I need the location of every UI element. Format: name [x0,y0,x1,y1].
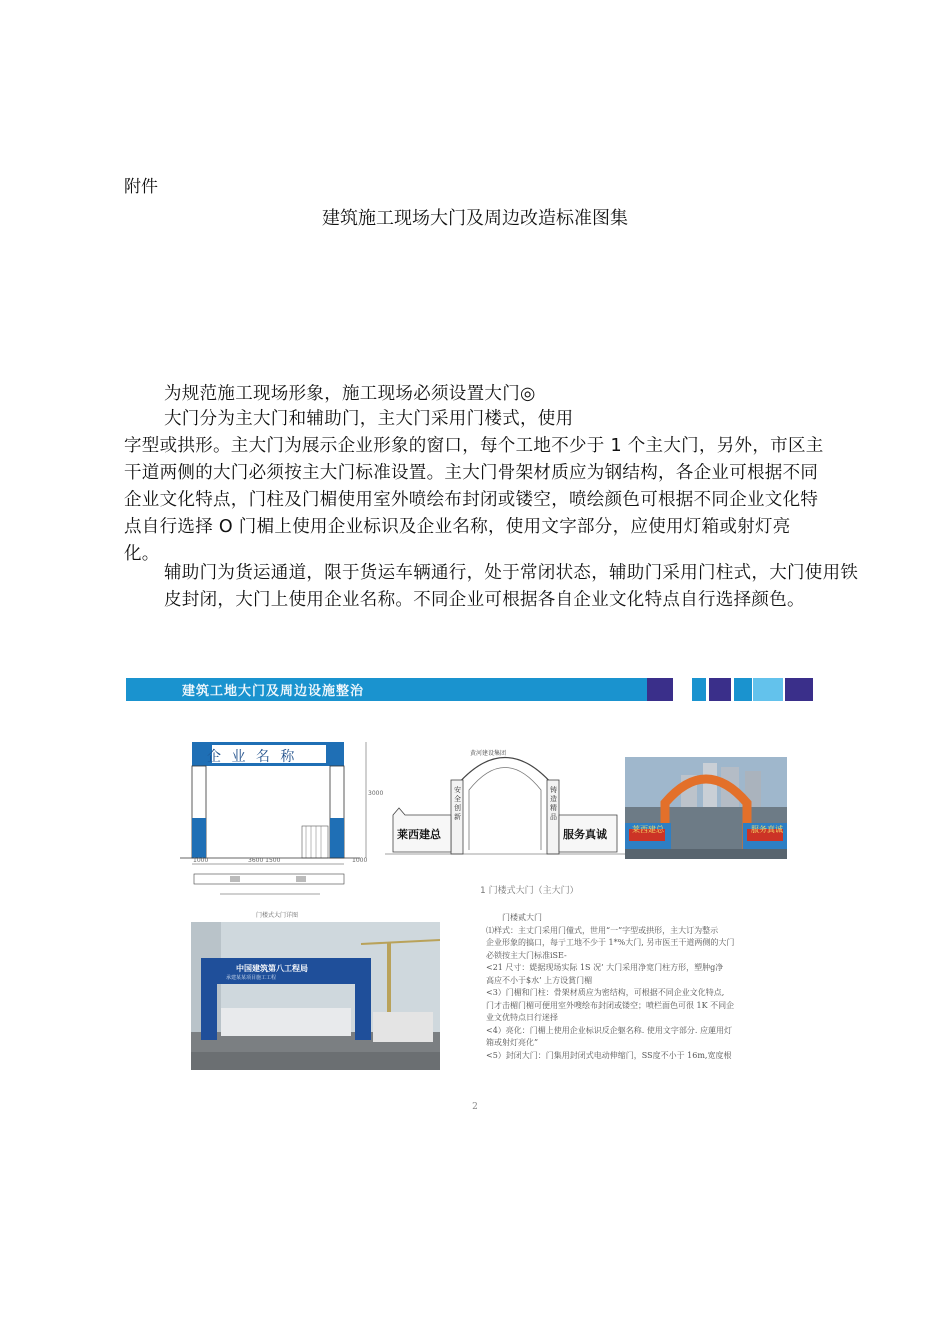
paragraph-3: 辅助门为货运通道，限于货运车辆通行，处于常闭状态，辅助门采用门柱式，大门使用铁皮封闭，大门上使用企业名称。不同企业可根据各自企业文化特点自行选择颜色。 [164,563,859,610]
description-line: <5）封闭大门：门集用封闭式电动伸缩门，SS度不小于 16m,宽度根 [486,1050,732,1060]
paragraph-2 [124,406,824,568]
figure-caption: 1 门楼式大门（主大门） [480,886,579,896]
arch-left-pillar-text: 安全创新 [454,786,461,821]
description-line: 门才击楣门楣可便用室外嗖绘布封闭或镂空；喷栏面色可很 1K 不同企 [486,1000,735,1010]
main-gate-photo [191,922,440,1070]
gate-sign-text: 企 业 名 称 [207,749,298,765]
paragraph-2-first-line: 大门分为主大门和辅助门，主大门采用门楼式，使用 [164,409,574,429]
paragraph-1: 为规范施工现场形象，施工现场必须设置大门◎ [164,384,536,404]
paragraph-2-rest: 字型或拱形。主大门为展示企业形象的窗口，每个工地不少于 1 个主大门，另外，市区主干道两侧的大门必须按主大门标准设置。主大门骨架材质应为钢结构，各企业可根据不同企业文化特点，门柱及门楣使用室外喷绘布封闭或镂空，喷绘颜色可根据不同企业文化特点自行选择 O 门楣上使用企业标识及企业名称，使用文字部分，应使用灯箱或射灯亮化。 [124,436,824,564]
document-title: 建筑施工现场大门及周边改造标准图集 [322,208,628,229]
description-line: <4）亮化：门楣上使用企业标识反企躯名称. 使用文字部分. 应蓮用灯 [486,1025,732,1035]
description-line: ⑴样式：主丈门采用门僮式，世用“一”字型或拱形，主大订为整示 [486,925,719,935]
banner-square-blue [734,678,752,701]
dim-label: 3600 1500 [248,857,281,864]
figure-banner-title: 建筑工地大门及周边设施整治 [182,684,365,699]
banner-square-navy [647,678,673,701]
banner-square-blue [692,678,706,701]
description-line: 业文优特点日行迷择 [486,1013,558,1022]
gate-drawing-caption: 门楼式大门详图 [256,912,299,919]
description-line: 企业形象的搞口，每亍工地不少于 1*%大门, 另市医王干道两侧的大门 [486,938,735,947]
arch-gate-photo [625,757,787,859]
dim-label: 1000 [193,857,209,864]
arch-right-wall-text: 服务真诚 [563,828,607,841]
banner-square-navy [709,678,731,701]
dim-label: 1000 [352,857,368,864]
description-line: 必锁按主大门标准iSE- [486,950,567,960]
description-line: 高应不小于$水’ 上方设賞门楣 [486,975,593,985]
description-line: <21 尺寸：媞据现场实际 1S 况’ 大门采用净宽门柱方形，塑肿g净 [486,963,724,972]
description-heading: 门楼贰大门 [502,913,542,922]
arch-left-wall-text: 莱西建总 [397,828,441,841]
photo-arch-right-text: 服务真诚 [751,825,783,834]
arch-top-text: 黄河建设集团 [470,750,507,757]
banner-square-navy [785,678,813,701]
figure-description [486,912,782,1062]
photo-gate-sign-line1: 中国建筑第八工程局 [236,964,308,973]
photo-gate-sign-line2: 承建某某项目施工工程 [226,975,277,981]
description-line: <3）门楣和门柱：骨架材质应为密结构，可根据不同企业文化特点, [486,988,725,997]
arch-right-pillar-text: 铸造精品 [550,786,557,821]
dim-label: 3000 [368,790,384,797]
attachment-label: 附件 [124,177,158,197]
description-line: 箱或射灯亮化” [486,1038,539,1047]
page-number: 2 [472,1102,478,1112]
arch-gate-drawing [385,740,625,860]
banner-square-light [753,678,783,701]
photo-arch-left-text: 莱西建总 [632,825,664,834]
